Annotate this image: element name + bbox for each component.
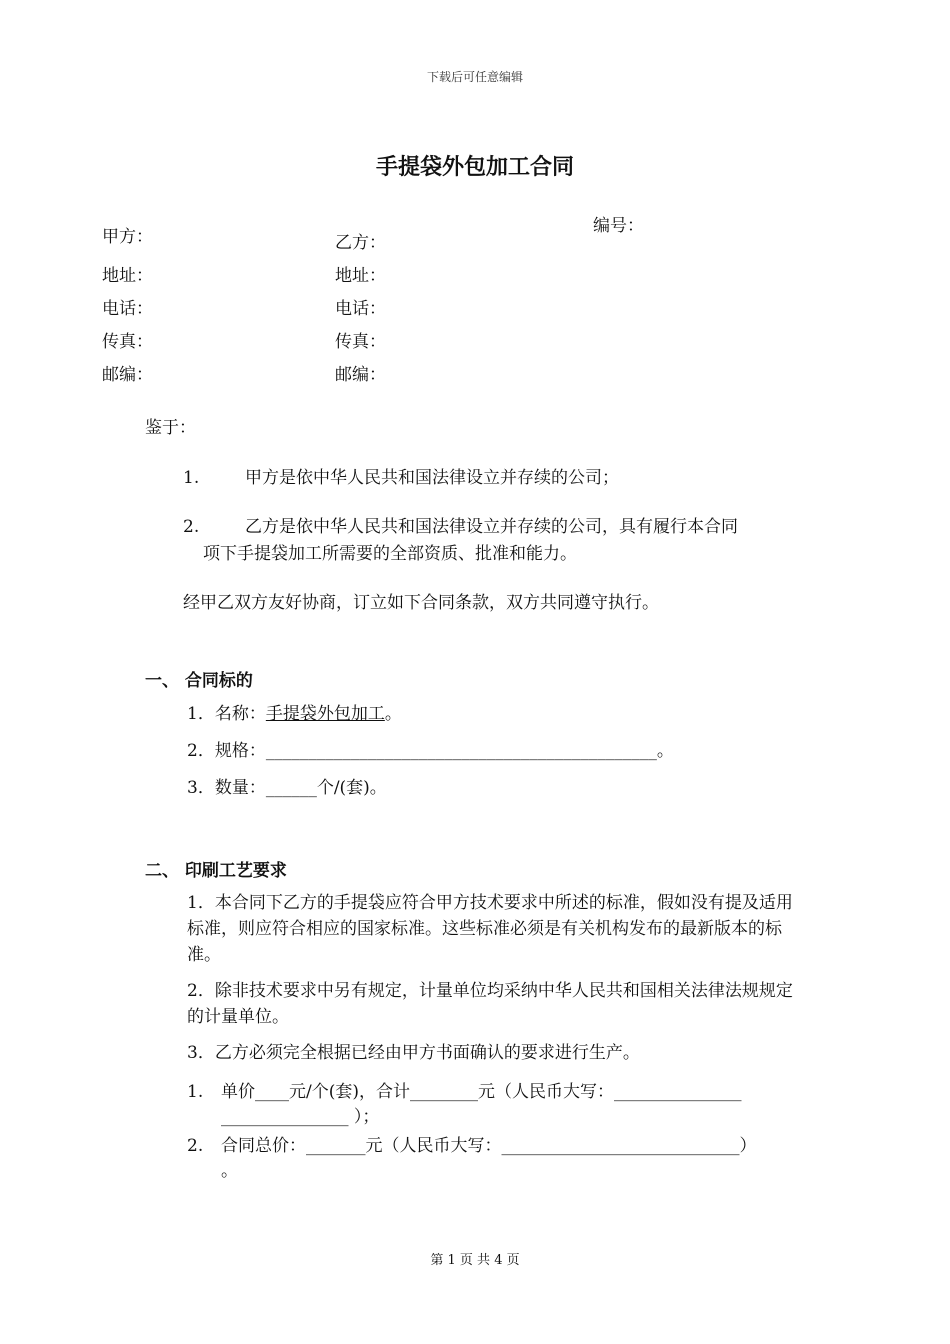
- document-title: 手提袋外包加工合同: [375, 155, 574, 180]
- total-price-line-1: 合同总价：_______元（人民币大写：____________________________）: [221, 1136, 757, 1156]
- party-b-fax: 传真：: [335, 332, 386, 352]
- page-footer: 第 1 页 共 4 页: [430, 1253, 520, 1268]
- party-b-label: 乙方：: [335, 233, 386, 253]
- section-2-paragraph-1: 1．本合同下乙方的手提袋应符合甲方技术要求中所述的标准，假如没有提及适用标准，则应符合相应的国家标准。这些标准必须是有关机构发布的最新版本的标准。: [187, 893, 793, 965]
- section-1-heading: 一、 合同标的: [145, 671, 253, 691]
- whereas-item-1-text: 甲方是依中华人民共和国法律设立并存续的公司；: [245, 468, 619, 488]
- section-2-heading: 二、 印刷工艺要求: [145, 861, 287, 881]
- header-note: 下载后可任意编辑: [426, 70, 523, 84]
- party-b-phone: 电话：: [335, 299, 386, 319]
- whereas-item-2-line-2: 项下手提袋加工所需要的全部资质、批准和能力。: [203, 544, 577, 564]
- whereas-label: 鉴于：: [145, 418, 196, 438]
- item-name-suffix: 。: [384, 704, 402, 724]
- party-a-fax: 传真：: [102, 332, 153, 352]
- section-2-paragraph-2: 2．除非技术要求中另有规定，计量单位均采纳中华人民共和国相关法律法规规定的计量单位。: [187, 981, 793, 1027]
- party-b-zip: 邮编：: [335, 365, 386, 385]
- unit-price-line-2: _______________ ）；: [221, 1107, 380, 1127]
- whereas-item-2-number: 2.: [183, 517, 200, 537]
- party-a-phone: 电话：: [102, 299, 153, 319]
- unit-price-line-1: 单价____元/个(套)，合计________元（人民币大写：_______________: [221, 1082, 742, 1102]
- unit-price-number: 1.: [187, 1082, 204, 1102]
- item-spec-line: 2．规格：______________________________________________。: [187, 741, 674, 761]
- contract-number-label: 编号：: [593, 216, 644, 236]
- party-a-zip: 邮编：: [102, 365, 153, 385]
- whereas-item-1-number: 1.: [183, 468, 200, 488]
- item-name-line: [187, 704, 402, 724]
- party-b-address: 地址：: [335, 266, 386, 286]
- total-price-number: 2.: [187, 1136, 204, 1156]
- party-a-label: 甲方：: [102, 227, 153, 247]
- item-name-value: 手提袋外包加工: [265, 704, 385, 724]
- agreement-statement: 经甲乙双方友好协商，订立如下合同条款，双方共同遵守执行。: [183, 593, 659, 613]
- item-quantity-line: 3．数量：______个/(套)。: [187, 778, 387, 798]
- total-price-line-2: 。: [221, 1161, 238, 1181]
- section-2-paragraph-3: 3．乙方必须完全根据已经由甲方书面确认的要求进行生产。: [187, 1043, 640, 1063]
- whereas-item-2-line-1: 乙方是依中华人民共和国法律设立并存续的公司，具有履行本合同: [245, 517, 738, 537]
- party-a-address: 地址：: [102, 266, 153, 286]
- item-name-prefix: 1．名称：: [187, 704, 266, 724]
